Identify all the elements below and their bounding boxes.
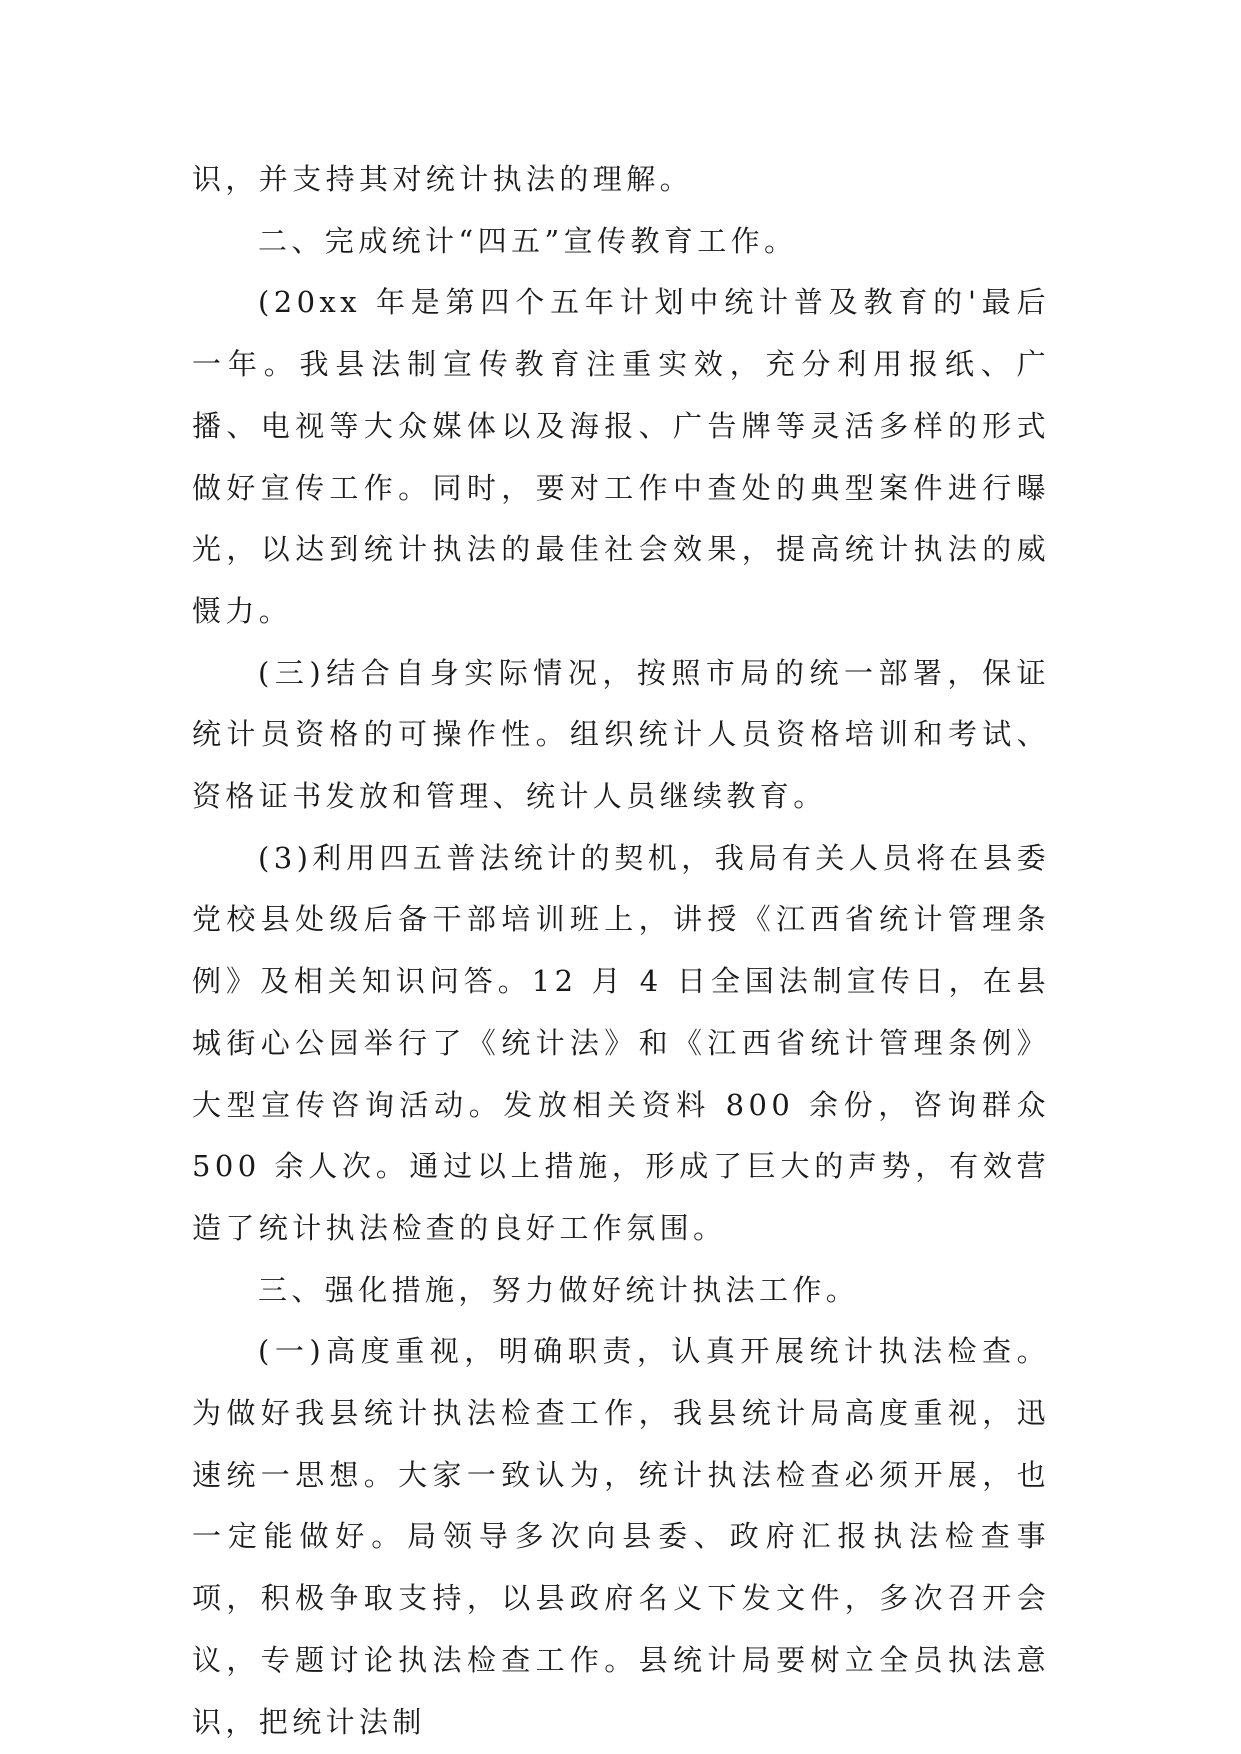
paragraph-1: 识，并支持其对统计执法的理解。 — [192, 162, 694, 196]
paragraph-4: (三)结合自身实际情况，按照市局的统一部署，保证统计员资格的可操作性。组织统计人员资格培训和考试、资格证书发放和管理、统计人员继续教育。 — [192, 655, 1050, 814]
paragraph-6-heading: 三、强化措施，努力做好统计执法工作。 — [258, 1272, 860, 1307]
paragraph-7: (一)高度重视，明确职责，认真开展统计执法检查。为做好我县统计执法检查工作，我县统计局高度重视，迅速统一思想。大家一致认为，统计执法检查必须开展，也一定能做好。局领导多次向县委、政府汇报执法检查事项，积极争取支持，以县政府名义下发文件，多次召开会议，专题讨论执法检查工作。县统计局要树立全员执法意识，把统计法制 — [192, 1334, 1050, 1739]
paragraph-2-heading: 二、完成统计“四五”宣传教育工作。 — [258, 223, 798, 258]
paragraph-5: (3)利用四五普法统计的契机，我局有关人员将在县委党校县处级后备干部培训班上，讲授《江西省统计管理条例》及相关知识问答。12 月 4 日全国法制宣传日，在县城街心公园举行了《统计法》和《江西省统计管理条例》大型宣传咨询活动。发放相关资料 800 余份，咨询群众 500 余人次。通过以上措施，形成了巨大的声势，有效营造了统计执法检查的良好工作氛围。 — [192, 840, 1050, 1245]
document-body — [192, 149, 1050, 1753]
paragraph-3: (20xx 年是第四个五年计划中统计普及教育的'最后一年。我县法制宣传教育注重实效，充分利用报纸、广播、电视等大众媒体以及海报、广告牌等灵活多样的形式做好宣传工作。同时，要对工作中查处的典型案件进行曝光，以达到统计执法的最佳社会效果，提高统计执法的威慑力。 — [192, 285, 1050, 628]
